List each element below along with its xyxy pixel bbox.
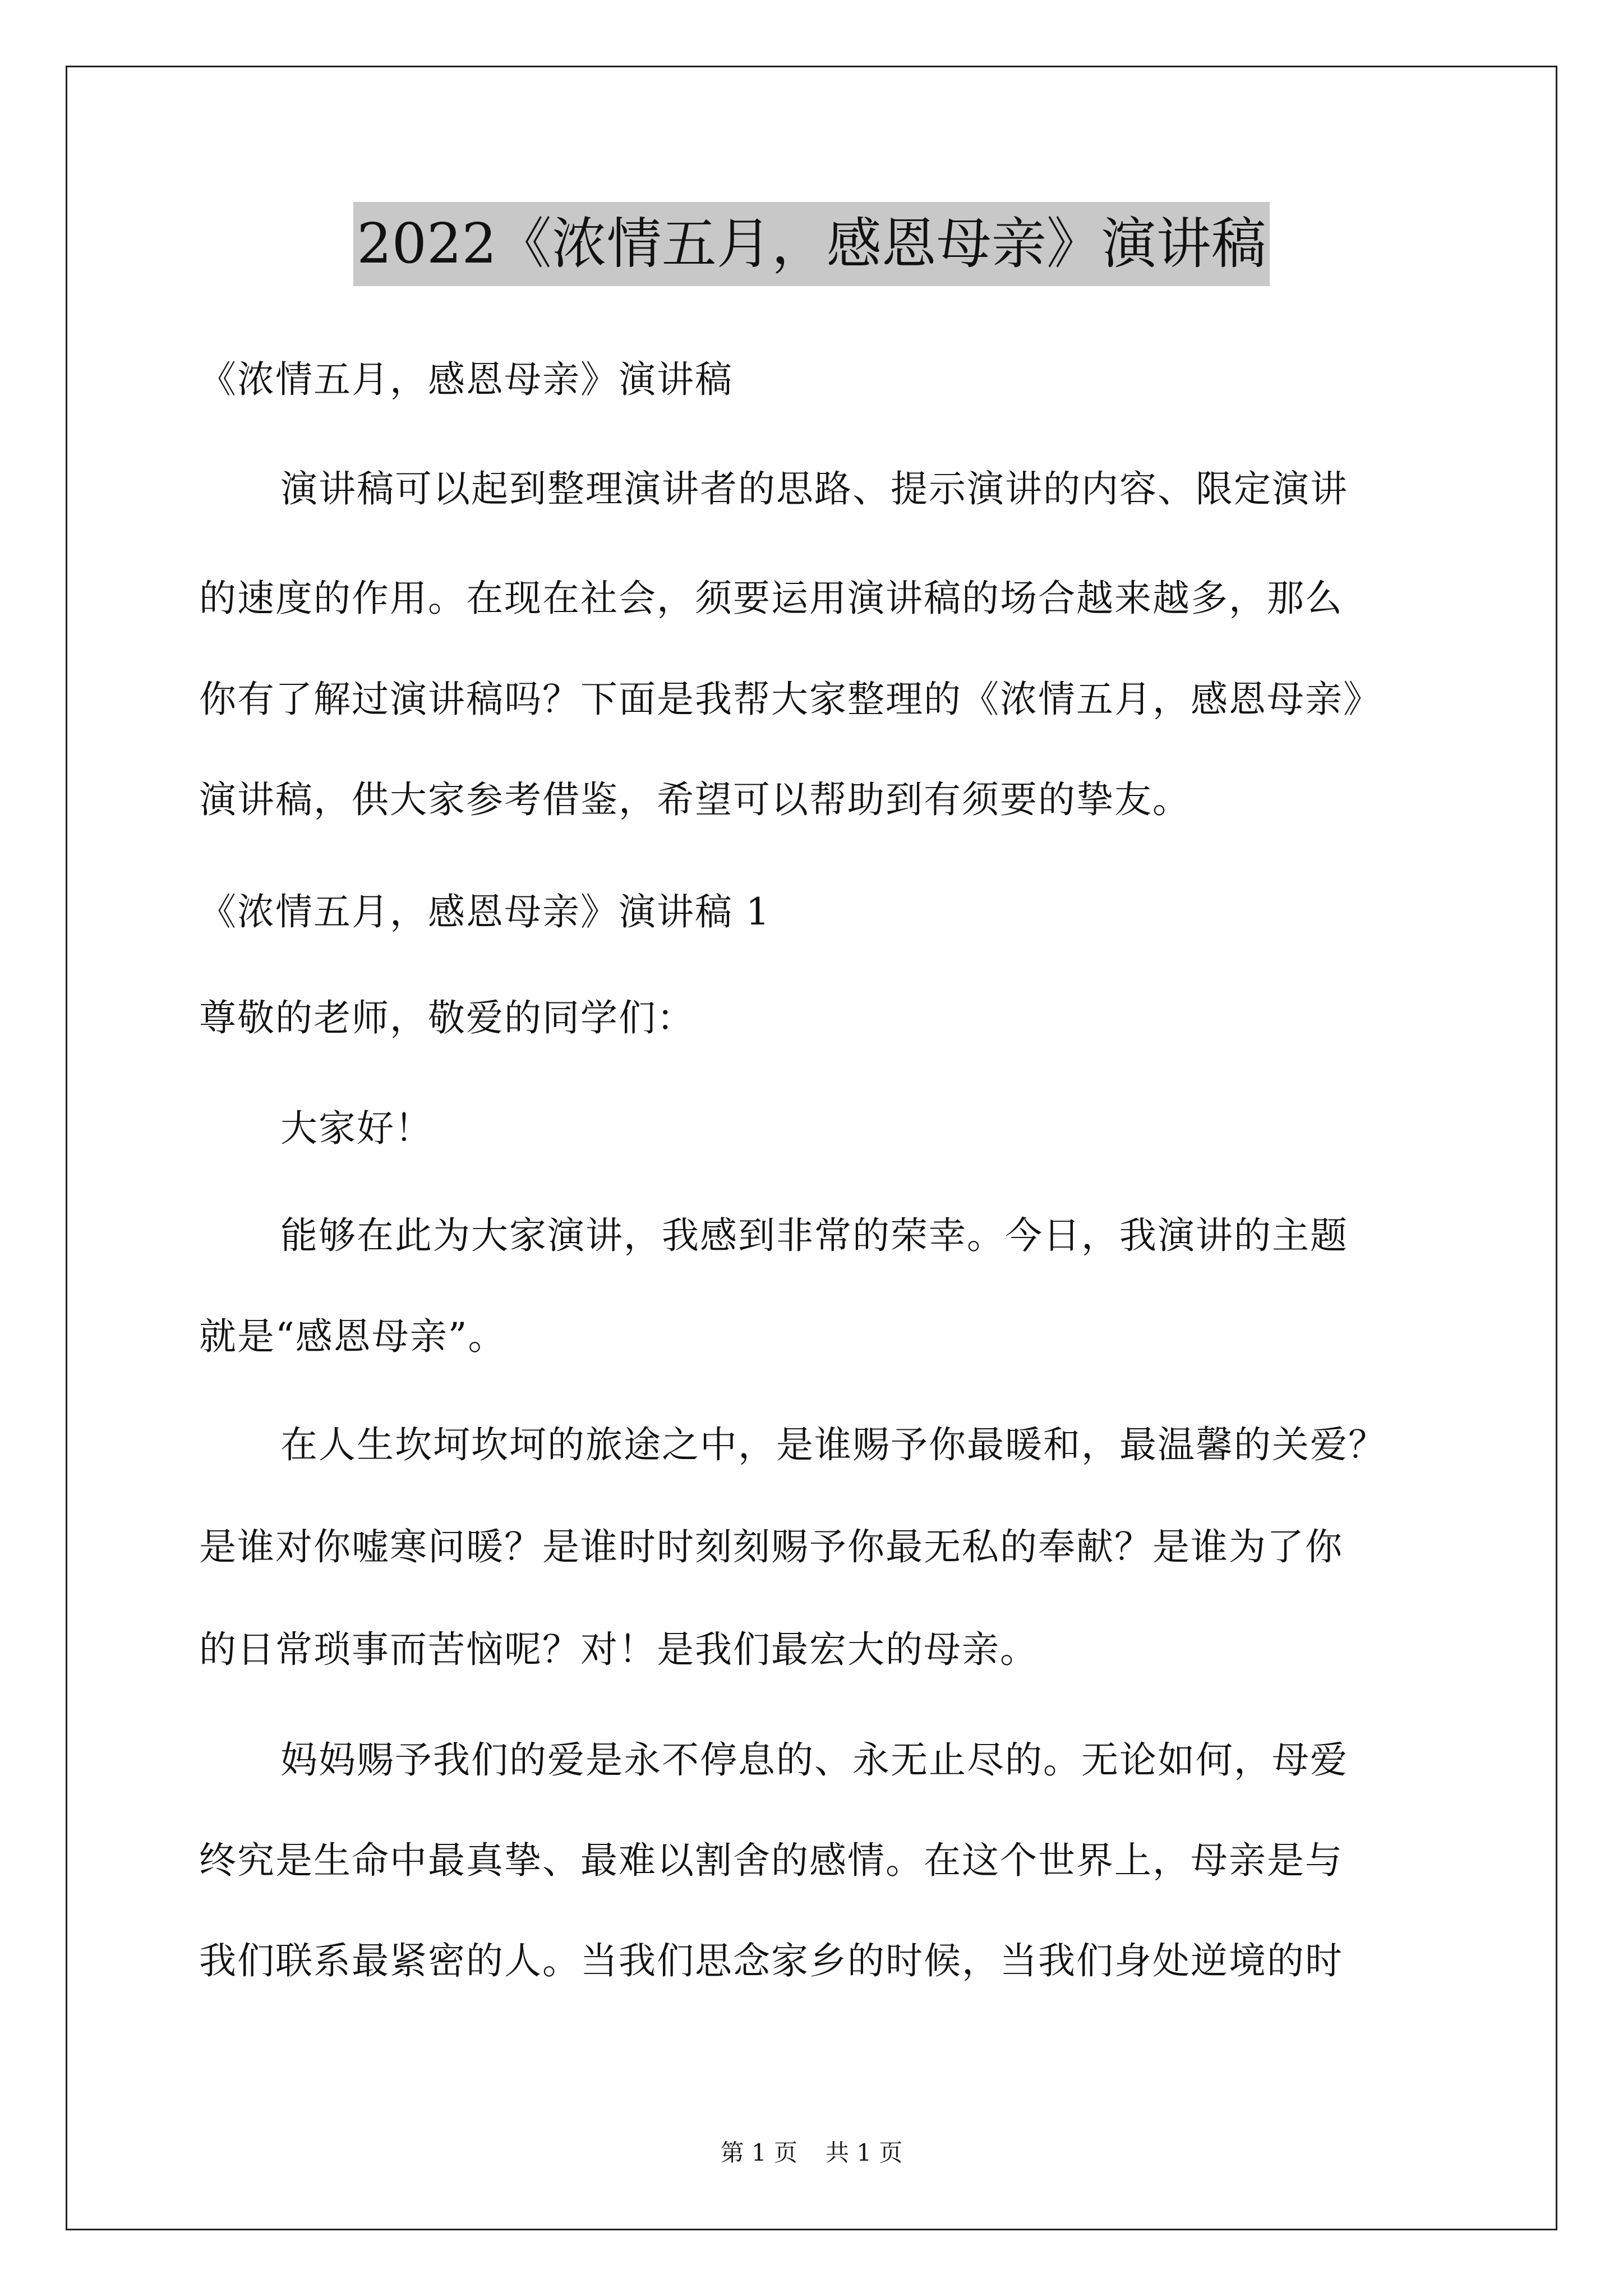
page-footer: [0, 2136, 1623, 2170]
salutation: 尊敬的老师，敬爱的同学们：: [199, 996, 695, 1039]
paragraph-line: 就是“感恩母亲”。: [199, 1315, 506, 1358]
paragraph-line: 你有了解过演讲稿吗？下面是我帮大家整理的《浓情五月，感恩母亲》: [199, 678, 1381, 721]
paragraph-line: 是谁对你嘘寒问暖？是谁时时刻刻赐予你最无私的奉献？是谁为了你: [199, 1525, 1343, 1568]
title-container: [0, 202, 1623, 286]
paragraph-line: 演讲稿可以起到整理演讲者的思路、提示演讲的内容、限定演讲: [280, 467, 1348, 510]
document-title: 2022《浓情五月，感恩母亲》演讲稿: [353, 202, 1269, 286]
paragraph-line: 能够在此为大家演讲，我感到非常的荣幸。今日，我演讲的主题: [280, 1214, 1348, 1257]
paragraph-line: 妈妈赐予我们的爱是永不停息的、永无止尽的。无论如何，母爱: [280, 1738, 1348, 1782]
doc-heading: 《浓情五月，感恩母亲》演讲稿: [199, 358, 733, 401]
paragraph-line: 在人生坎坷坎坷的旅途之中，是谁赐予你最暖和，最温馨的关爱？: [280, 1423, 1386, 1466]
paragraph-line: 演讲稿，供大家参考借鉴，希望可以帮助到有须要的挚友。: [199, 778, 1191, 821]
paragraph-line: 终究是生命中最真挚、最难以割舍的感情。在这个世界上，母亲是与: [199, 1839, 1343, 1882]
page-number: 第 1 页: [720, 2139, 797, 2166]
paragraph-line: 的日常琐事而苦恼呢？对！是我们最宏大的母亲。: [199, 1628, 1038, 1671]
paragraph-line: 我们联系最紧密的人。当我们思念家乡的时候，当我们身处逆境的时: [199, 1939, 1343, 1982]
paragraph-line: 的速度的作用。在现在社会，须要运用演讲稿的场合越来越多，那么: [199, 577, 1343, 620]
page-total: 共 1 页: [826, 2139, 903, 2166]
section-heading: 《浓情五月，感恩母亲》演讲稿 1: [199, 890, 771, 933]
greeting: 大家好！: [280, 1107, 433, 1150]
